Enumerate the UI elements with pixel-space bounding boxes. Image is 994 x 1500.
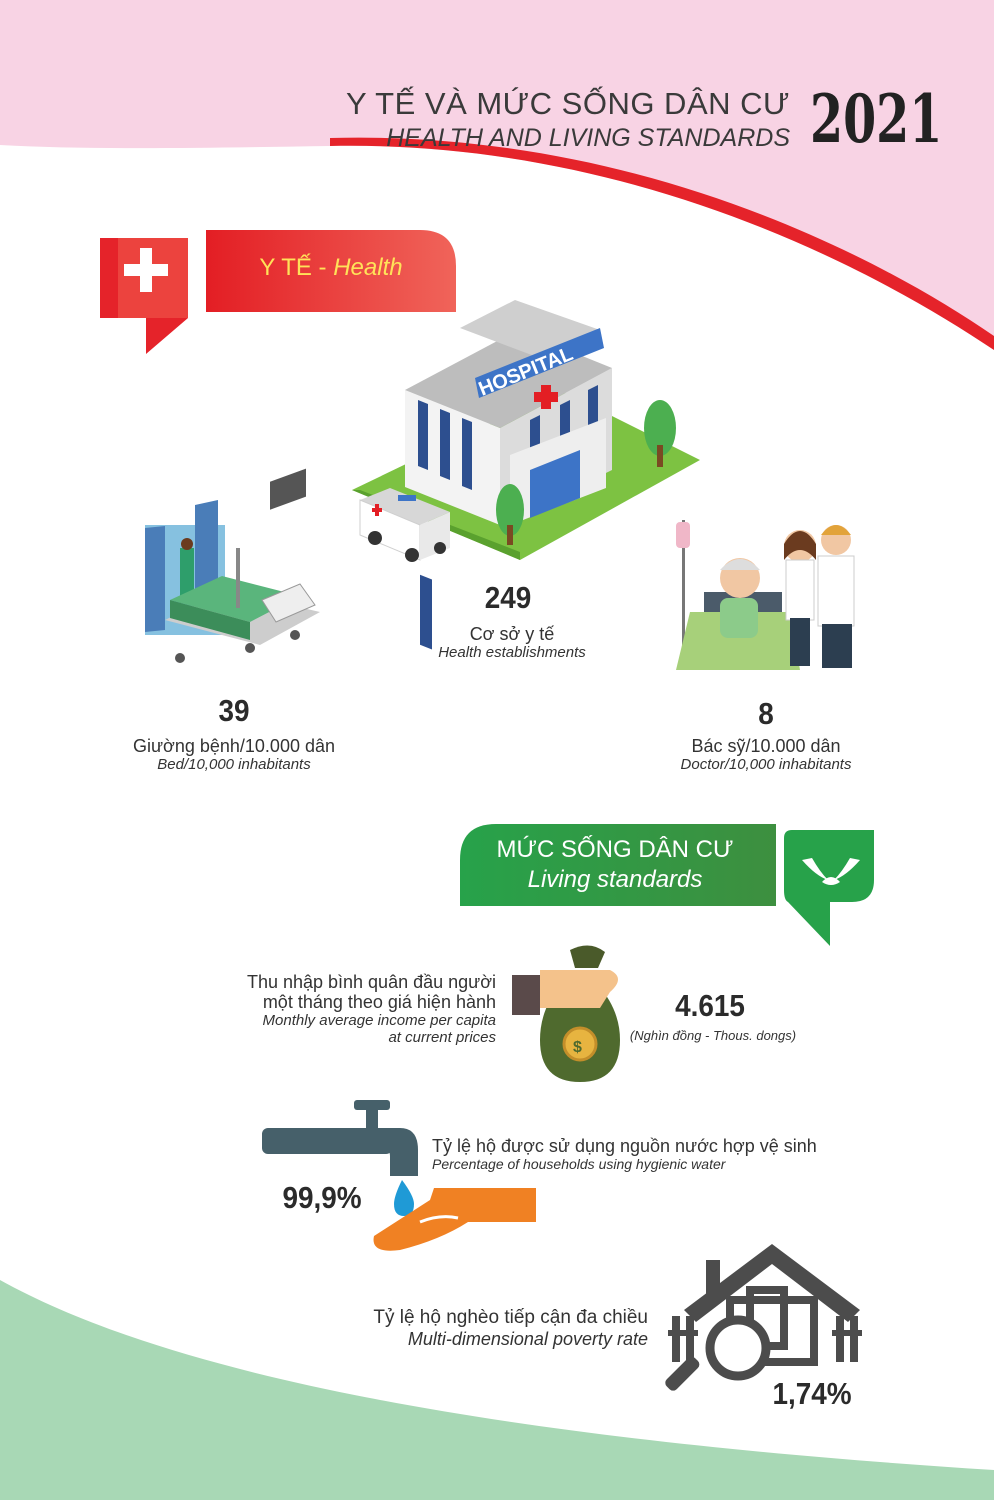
water-value: 99,9%: [282, 1180, 362, 1215]
income-label-vi-1: Thu nhập bình quân đầu người: [246, 972, 496, 992]
living-title-en: Living standards: [527, 866, 703, 893]
establishments-value: 249: [484, 580, 532, 615]
coin-symbol: $: [573, 1039, 582, 1056]
poverty-label-en: Multi-dimensional poverty rate: [407, 1329, 648, 1349]
page-title-vi: Y TẾ VÀ MỨC SỐNG DÂN CƯ: [346, 86, 790, 121]
income-label-vi-2: một tháng theo giá hiện hành: [262, 992, 496, 1012]
health-title-en: Health: [333, 254, 403, 281]
doctors-label-en: Doctor/10,000 inhabitants: [680, 756, 852, 773]
beds-label-vi: Giường bệnh/10.000 dân: [132, 736, 335, 756]
doctors-value: 8: [758, 696, 774, 731]
health-title-vi: Y TẾ -: [259, 254, 327, 281]
living-title-vi: MỨC SỐNG DÂN CƯ: [496, 836, 734, 863]
income-unit: (Nghìn đồng - Thous. dongs): [629, 1028, 797, 1043]
income-value: 4.615: [675, 988, 745, 1023]
doctors-label-vi: Bác sỹ/10.000 dân: [691, 736, 841, 756]
water-label-en: Percentage of households using hygienic water: [432, 1156, 726, 1172]
health-section-title: [206, 254, 456, 282]
poverty-label-vi: Tỷ lệ hộ nghèo tiếp cận đa chiều: [373, 1307, 648, 1328]
living-section-title: [460, 836, 770, 894]
page-title-en: HEALTH AND LIVING STANDARDS: [386, 124, 790, 152]
water-label-vi: Tỷ lệ hộ được sử dụng nguồn nước hợp vệ sinh: [432, 1136, 817, 1156]
establishments-label-vi: Cơ sở y tế: [469, 624, 555, 644]
income-label-en-2: at current prices: [388, 1029, 496, 1046]
beds-value: 39: [218, 693, 250, 728]
poverty-value: 1,74%: [772, 1376, 852, 1411]
year-label: 2021: [810, 80, 943, 158]
establishments-label-en: Health establishments: [438, 644, 586, 661]
hospital-sign-text: HOSPITAL: [475, 342, 577, 401]
income-label-en-1: Monthly average income per capita: [262, 1012, 496, 1029]
beds-label-en: Bed/10,000 inhabitants: [157, 756, 311, 773]
